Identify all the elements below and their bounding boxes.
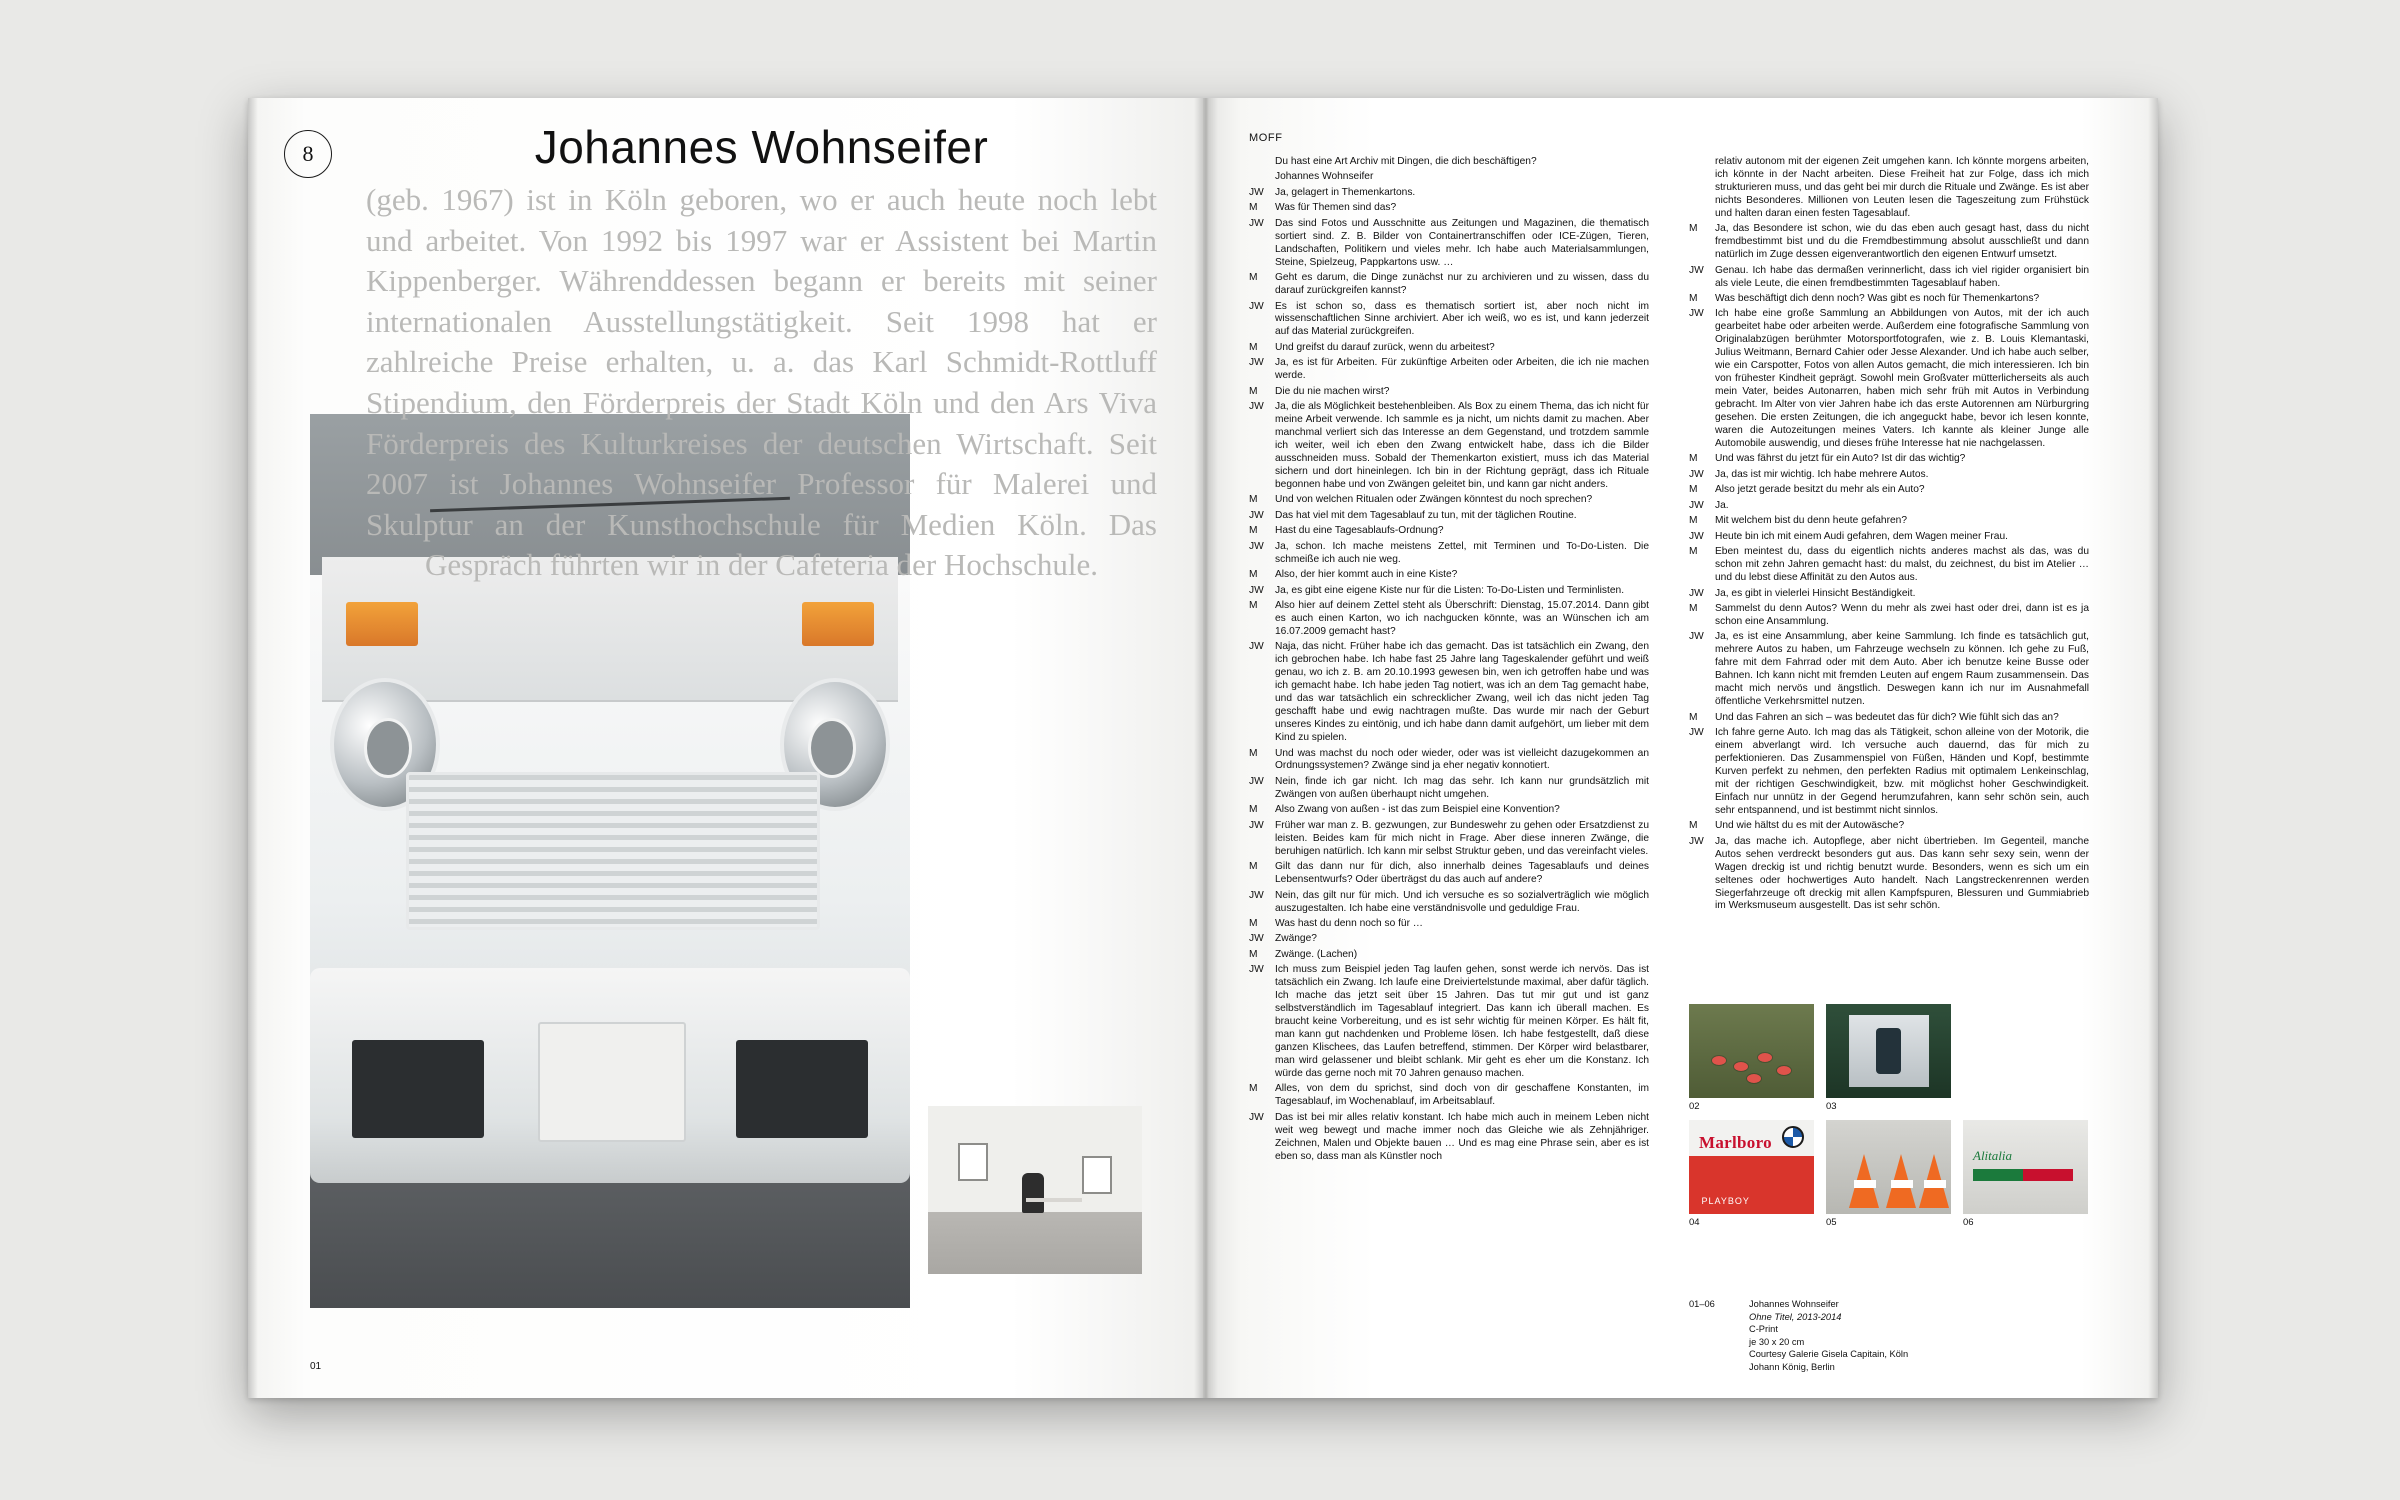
interview-text: Gilt das dann nur für dich, also innerhalb deines Tagesablaufs und deines Lebensentwurfs? Oder überträgst du das auch auf andere?: [1275, 861, 1649, 886]
interview-speaker: M: [1689, 484, 1698, 496]
interview-line: [1249, 748, 1649, 774]
credit-medium: C-Print: [1749, 1324, 1778, 1335]
right-page: [1203, 98, 2158, 1398]
interview-text: Was hast du denn noch so für …: [1275, 917, 1423, 929]
interview-speaker: M: [1689, 820, 1698, 832]
interview-speaker: JW: [1249, 819, 1264, 831]
credit-artist: Johannes Wohnseifer: [1749, 1299, 1839, 1309]
interview-line: [1249, 600, 1649, 639]
interview-speaker: M: [1249, 600, 1258, 612]
grid-number-04: 04: [1689, 1217, 1700, 1228]
interview-line: [1249, 820, 1649, 859]
interview-speaker: M: [1249, 1083, 1258, 1095]
interview-text: Die du nie machen wirst?: [1275, 385, 1390, 397]
interview-line: [1689, 727, 2089, 818]
interview-speaker: JW: [1249, 584, 1264, 596]
interview-speaker: M: [1249, 202, 1258, 214]
interview-speaker: M: [1689, 293, 1698, 305]
interview-speaker: JW: [1249, 509, 1264, 521]
interview-speaker: JW: [1249, 357, 1264, 369]
artist-bio-text: (geb. 1967) ist in Köln geboren, wo er auch heute noch lebt und arbeitet. Von 1992 bis 1997 war er Assistent bei Martin Kippenberger. Währenddessen begann er bereits mit seiner internationalen Ausstellungstätigkeit. Seit 1998 hat er zahlreiche Preise erhalten, u. a. das Karl Schmidt-Rottluff Stipendium, den Förderpreis der Stadt Köln und den Ars Viva Förderpreis des Kulturkreises der deutschen Wirtschaft. Seit 2007 ist Johannes Wohnseifer Professor für Malerei und Skulptur an der Kunsthochschule für Medien Köln. Das Gespräch führten wir in der Cafeteria der Hochschule.: [366, 182, 1157, 583]
interview-text: Johannes Wohnseifer: [1275, 171, 1374, 183]
interview-line: [1689, 515, 2089, 528]
book-spread: [248, 98, 2158, 1398]
interview-text: Was beschäftigt dich denn noch? Was gibt es noch für Themenkartons?: [1715, 293, 2040, 305]
credit-work-title: Ohne Titel, 2013-2014: [1749, 1311, 1842, 1322]
interview-speaker: M: [1249, 804, 1258, 816]
interview-text: Ich muss zum Beispiel jeden Tag laufen gehen, sonst werde ich nervös. Das ist tatsächlich ein Zwang. Ich laufe eine Dreiviertelstunde maximal, aber dafür täglich. Ich mache das jetzt seit über 15 Jahren. Das tut mir gut und ist ganz selbstverständlich im Tagesablauf integriert. Das kann ich überall machen. Es braucht keine Vorbereitung, und es ist sehr wichtig für meinen Körper. Es hält fit, man kann gut nachdenken und Probleme lösen. Ich habe festgestellt, daß diese ganzen Klischees, das Laufen betreffend, stimmen. Der Körper wird belastbarer, man wird gelassener und bleibt schlank. Mir geht es eher um die Konstanz. Ich würde das gerne noch mit 70 Jahren genauso machen.: [1275, 964, 1649, 1079]
interview-text: Ja, die als Möglichkeit bestehenbleiben. Als Box zu einem Thema, das ich nicht für meine Arbeit verwende. Ich sammle es ja nicht, um nichts damit zu machen. Aber manchmal verliert sich das Interesse an dem Gegenstand, und trotzdem sammle ich weiter, weil ich eben den Zwang entwickelt habe, dass ich die Bilder ausschneiden muss. Sobald der Themenkarton existiert, muss ich das Material sichern und dort hineinlegen. Ich bin in der Richtung geprägt, dass ich Rituale begonnen habe und von Zwängen geleitet bin, und kann gar nicht anders.: [1275, 401, 1649, 490]
interview-line: [1689, 631, 2089, 709]
interview-text: Ja, das Besondere ist schon, wie du das eben auch gesagt hast, dass du nicht fremdbestimmt bist und du die Fremdbestimmung absolut ausschließt und dann natürlich im Zuge dessen eigenverantwortlich den eigenen Entwurf umsetzt.: [1715, 223, 2089, 261]
page-edge-shadow-left: [248, 98, 258, 1398]
page-number: 8: [284, 130, 332, 178]
interview-text: Naja, das nicht. Früher habe ich das gemacht. Das ist tatsächlich ein Zwang, den ich gebrochen habe. Ich habe fast 25 Jahre lang Tageskalender geführt und weiß genau, wo ich z. B. am 20.10.1993 gewesen bin, wen ich getroffen habe und was ich gemacht habe. Ich habe jeden Tag notiert, was ich an dem Tag gemacht habe, und das war tatsächlich ein schrecklicher Zwang, weil ich das nicht jeden Tag geschafft habe und ewig nachtragen mußte. Das wurde mir nach der Geburt unseres Kindes zu eintönig, und ich habe dann damit aufgehört, um lieber mit dem Kind zu spielen.: [1275, 641, 1649, 744]
interview-line: [1249, 890, 1649, 916]
secondary-photo-studio: [928, 1106, 1142, 1274]
interview-speaker: M: [1689, 711, 1698, 723]
interview-speaker: M: [1689, 453, 1698, 465]
interview-line: [1689, 265, 2089, 291]
interview-speaker: JW: [1689, 587, 1704, 599]
interview-text: Du hast eine Art Archiv mit Dingen, die dich beschäftigen?: [1275, 156, 1537, 167]
grid-item-03: [1826, 1004, 1951, 1112]
interview-line: [1249, 218, 1649, 270]
interview-text: Ja, das ist mir wichtig. Ich habe mehrere Autos.: [1715, 468, 1929, 480]
interview-line: [1249, 301, 1649, 340]
credit-index: 01–06: [1689, 1299, 1715, 1309]
interview-text: Ja, es gibt in vielerlei Hinsicht Beständigkeit.: [1715, 587, 1916, 599]
interview-line: [1249, 933, 1649, 946]
interview-text: relativ autonom mit der eigenen Zeit umgehen kann. Ich könnte morgens arbeiten, ich könnte in der Nacht arbeiten. Diese Freiheit hat zur Folge, dass ich mich strukturieren muss, und das geht bei mir durch die Rituale und Zwänge. Es ist aber nichts Besonderes. Millionen von Leuten lesen die Tageszeitung zum Frühstück und halten daran einen festen Tagesablauf.: [1715, 156, 2089, 219]
credit-courtesy-1: Courtesy Galerie Gisela Capitain, Köln: [1749, 1349, 1909, 1360]
interview-text: Alles, von dem du sprichst, sind doch von dir geschaffene Konstanten, im Tagesablauf, im Wochenablauf, im Arbeitsablauf.: [1275, 1083, 1649, 1108]
interview-line: [1689, 712, 2089, 725]
title-block: [360, 120, 1163, 586]
interview-line: [1249, 861, 1649, 887]
credit-meta: [1749, 1298, 1908, 1373]
interview-line: [1249, 386, 1649, 399]
interview-line: [1689, 588, 2089, 601]
interview-text: Ja, es gibt eine eigene Kiste nur für die Listen: To-Do-Listen und Terminlisten.: [1275, 584, 1625, 596]
photo-traffic-cones: [1826, 1120, 1951, 1214]
interview-speaker: JW: [1249, 1111, 1264, 1123]
interview-line: [1249, 776, 1649, 802]
credit-dimensions: je 30 x 20 cm: [1749, 1336, 1805, 1347]
grid-item-04: [1689, 1120, 1814, 1228]
interview-text: Und das Fahren an sich – was bedeutet das für dich? Wie fühlt sich das an?: [1715, 711, 2059, 723]
interview-text: Nein, finde ich gar nicht. Ich mag das sehr. Ich kann nur grundsätzlich mit Zwängen von außen überhaupt nicht umgehen.: [1275, 775, 1649, 800]
interview-speaker: JW: [1689, 499, 1704, 511]
grid-number-03: 03: [1826, 1101, 1837, 1112]
interview-line: [1249, 156, 1649, 169]
grid-number-02: 02: [1689, 1101, 1700, 1112]
interview-text: Heute bin ich mit einem Audi gefahren, dem Wagen meiner Frau.: [1715, 530, 2008, 542]
image-credits: [1689, 1298, 2089, 1373]
interview-line: [1689, 308, 2089, 450]
interview-speaker: M: [1689, 546, 1698, 558]
interview-line: [1249, 541, 1649, 567]
interview-text: Und von welchen Ritualen oder Zwängen könntest du noch sprechen?: [1275, 494, 1593, 506]
interview-line: [1249, 964, 1649, 1081]
grid-number-05: 05: [1826, 1217, 1837, 1228]
interview-speaker: M: [1689, 603, 1698, 614]
interview-line: [1249, 641, 1649, 745]
interview-line: [1249, 357, 1649, 383]
interview-text: Zwänge?: [1275, 933, 1317, 945]
interview-line: [1689, 484, 2089, 497]
interview-line: [1249, 1083, 1649, 1109]
interview-text: Das ist bei mir alles relativ konstant. Ich habe mich auch in meinem Leben nicht weit weg bewegt und mache immer noch das Gleiche wie als Zehnjähriger. Zeichnen, Malen und Objekte bauen … Und es mag eine Phrase sein, aber es ist eben so, dass man als Künstler noch: [1275, 1111, 1649, 1162]
interview-speaker: M: [1249, 747, 1258, 759]
interview-line: [1689, 820, 2089, 833]
interview-speaker: M: [1249, 494, 1258, 506]
interview-speaker: JW: [1249, 401, 1264, 413]
interview-speaker: JW: [1249, 933, 1264, 945]
photo-marlboro-bmw: Marlboro PLAYBOY: [1689, 1120, 1814, 1214]
interview-speaker: M: [1249, 569, 1258, 581]
interview-speaker: [1249, 171, 1275, 184]
interview-line: [1249, 342, 1649, 355]
interview-text: Eben meintest du, dass du eigentlich nichts anderes machst als das, was du schon mit zehn Jahren gemacht hast: du malst, du zeichnest, du bist im Atelier … und du lebst diese Affinität zu den Autos aus.: [1715, 546, 2089, 584]
interview-line: [1249, 187, 1649, 200]
interview-text: Sammelst du denn Autos? Wenn du mehr als zwei hast oder drei, dann ist es ja schon eine Ansammlung.: [1715, 603, 2089, 627]
interview-line: [1689, 293, 2089, 306]
interview-text: Ja, schon. Ich mache meistens Zettel, mit Terminen und To-Do-Listen. Die schmeiße ich auch nie weg.: [1275, 540, 1649, 565]
interview-speaker: M: [1689, 515, 1698, 527]
interview-text: Ja, gelagert in Themenkartons.: [1275, 186, 1416, 198]
interview-speaker: M: [1249, 861, 1258, 873]
interview-line: [1249, 1112, 1649, 1164]
interview-line: [1249, 918, 1649, 931]
interview-text: Also, der hier kommt auch in eine Kiste?: [1275, 569, 1458, 581]
running-head: MOFF: [1249, 132, 1283, 144]
image-grid-row: [1689, 1120, 2089, 1228]
interview-speaker: JW: [1249, 540, 1264, 552]
interview-line: [1249, 401, 1649, 492]
grid-item-05: [1826, 1120, 1951, 1228]
interview-column-2: [1689, 156, 2089, 916]
interview-speaker: M: [1249, 525, 1258, 537]
interview-text: Mit welchem bist du denn heute gefahren?: [1715, 515, 1907, 527]
figure-caption-01: 01: [310, 1361, 322, 1372]
interview-text: Nein, das gilt nur für mich. Und ich versuche es so sozialverträglich wie möglich auszugestalten. Ich habe eine verständnisvolle und geduldige Frau.: [1275, 889, 1649, 914]
interview-text: Es ist schon so, dass es thematisch sortiert ist, aber noch nicht im wissenschaftlichen Sinne archiviert. Aber ich weiß, wo es ist, und kann jederzeit auf das Material zurückgreifen.: [1275, 300, 1649, 338]
interview-text: Genau. Ich habe das dermaßen verinnerlicht, dass ich viel rigider organisiert bin als viele Leute, die einen fremdbestimmten Tagesablauf haben.: [1715, 264, 2089, 289]
interview-text: Früher war man z. B. gezwungen, zur Bundeswehr zu gehen oder Ersatzdienst zu leisten. Beides kam für mich nicht in Frage. Aber diese inneren Zwänge, die beruhigen natürlich. Ich kann mir selbst Struktur geben, und das vereinfacht vieles.: [1275, 819, 1649, 857]
grid-item-06: [1963, 1120, 2088, 1228]
interview-text: Ja, es ist eine Ansammlung, aber keine Sammlung. Ich finde es tatsächlich gut, mehrere Autos zu haben, um Fahrzeuge wechseln zu können. Ich gehe zu Fuß, fahre mit dem Fahrrad oder mit dem Auto. Aber ich benutze keine Busse oder Bahnen. Ich kann nicht mit fremden Leuten auf engem Raum zusammensein. Das macht mich nervös und ängstlich. Deswegen kann ich nur im Ausnahmefall öffentliche Verkehrsmittel nutzen.: [1715, 631, 2089, 708]
interview-speaker: JW: [1249, 964, 1264, 976]
interview-text: Zwänge. (Lachen): [1275, 948, 1358, 960]
interview-text: Ja, das mache ich. Autopflege, aber nicht übertrieben. Im Gegenteil, manche Autos sehen verdreckt besonders gut aus. Das kann sehr sexy sein, wenn der Wagen dreckig ist und richtig benutzt wurde. Besonders, wenn es sich um ein seltenes oder hochwertiges Auto handelt. Nach Langstreckenrennen werden Siegerfahrzeuge oft dreckig mit allen Kampfspuren, Blessuren und Gummiabrieb im Werksmuseum ausgestellt. Das ist sehr schön.: [1715, 835, 2089, 912]
interview-line: [1249, 525, 1649, 538]
interview-text: Geht es darum, die Dinge zunächst nur zu archivieren und zu wissen, dass du darauf zurückgreifen kannst?: [1275, 272, 1649, 297]
interview-line: [1249, 804, 1649, 817]
interview-speaker: M: [1249, 272, 1258, 284]
interview-speaker: M: [1249, 341, 1258, 353]
interview-text: Also Zwang von außen - ist das zum Beispiel eine Konvention?: [1275, 804, 1560, 816]
interview-speaker: M: [1689, 223, 1698, 235]
interview-speaker: JW: [1249, 300, 1264, 312]
interview-line: [1249, 202, 1649, 215]
interview-text: Und wie hältst du es mit der Autowäsche?: [1715, 820, 1905, 832]
interview-line: [1689, 836, 2089, 914]
interview-speaker: M: [1249, 917, 1258, 929]
interview-line: [1249, 171, 1649, 184]
interview-text: Und was fährst du jetzt für ein Auto? Ist dir das wichtig?: [1715, 453, 1966, 465]
interview-speaker: JW: [1689, 264, 1704, 276]
left-page: [248, 98, 1203, 1398]
page-title: Johannes Wohnseifer: [534, 121, 989, 173]
photo-alitalia: Alitalia: [1963, 1120, 2088, 1214]
interview-text: Ich habe eine große Sammlung an Abbildungen von Autos, mit der ich auch gearbeitet habe oder arbeiten werde. Außerdem eine fotografische Sammlung von Originalabzügen berühmter Motorsportfotografen, wie z. B. Louis Klemantaski, Julius Weitmann, Bernard Cahier oder Jesse Alexander. Und ich habe auch selber, wie ein Carspotter, Fotos von allen Autos gemacht, die mich interessieren. Ich bin von frühester Kindheit geprägt. Sowohl mein Großvater mütterlicherseits als auch mein Vater, beides Autonarren, haben mich sehr früh mit Autos in Verbindung gebracht. Im Alter von vier Jahren habe ich das erste Autorennen am Nürburgring gesehen. Die ersten Zeitungen, die ich angeguckt habe, bevor ich lesen konnte, waren die Autozeitungen meines Vaters. Ich kannte als kleiner Junge alle Automobile auswendig, und dieses frühe Interesse hat nie nachgelassen.: [1715, 308, 2089, 450]
interview-speaker: JW: [1249, 889, 1264, 901]
interview-text: Was für Themen sind das?: [1275, 202, 1397, 214]
image-grid-row: [1689, 1004, 2089, 1112]
interview-text: Ja, es ist für Arbeiten. Für zukünftige Arbeiten oder Arbeiten, die ich nie machen werde.: [1275, 357, 1649, 382]
credit-courtesy-2: Johann König, Berlin: [1749, 1361, 1835, 1372]
interview-line: [1689, 156, 2089, 221]
room-illustration: [928, 1106, 1142, 1274]
interview-line: [1689, 469, 2089, 482]
interview-speaker: M: [1249, 385, 1258, 397]
interview-speaker: JW: [1689, 835, 1704, 847]
interview-speaker: JW: [1689, 308, 1704, 320]
interview-line: [1249, 272, 1649, 298]
interview-speaker: JW: [1249, 775, 1264, 787]
interview-line: [1249, 949, 1649, 962]
grid-number-06: 06: [1963, 1217, 1974, 1228]
image-grid: [1689, 1004, 2089, 1232]
interview-text: Und greifst du darauf zurück, wenn du arbeitest?: [1275, 341, 1495, 353]
interview-text: Hast du eine Tagesablaufs-Ordnung?: [1275, 525, 1444, 537]
interview-speaker: [1249, 156, 1275, 169]
photo-poster-frame: [1826, 1004, 1951, 1098]
interview-line: [1689, 223, 2089, 262]
interview-speaker: JW: [1689, 727, 1704, 739]
interview-line: [1249, 494, 1649, 507]
interview-text: Also hier auf deinem Zettel steht als Überschrift: Dienstag, 15.07.2014. Dann gibt es auch einen Karton, wo ich nachgucken könnte, was an Wünschen ich am 16.07.2009 gemacht hast?: [1275, 600, 1649, 637]
interview-speaker: M: [1249, 948, 1258, 960]
interview-column-1: [1249, 156, 1649, 1166]
interview-text: Und was machst du noch oder wieder, oder was ist vielleicht dazugekommen an Ordnungssystemen? Zwänge sind ja eher negativ konnotiert.: [1275, 747, 1649, 772]
interview-line: [1249, 585, 1649, 598]
interview-speaker: JW: [1249, 186, 1264, 198]
grid-item-02: [1689, 1004, 1814, 1112]
interview-speaker: JW: [1689, 530, 1704, 542]
interview-line: [1689, 500, 2089, 513]
interview-text: Das hat viel mit dem Tagesablauf zu tun, mit der täglichen Routine.: [1275, 509, 1577, 521]
interview-line: [1689, 453, 2089, 466]
interview-line: [1689, 531, 2089, 544]
interview-speaker: JW: [1249, 641, 1264, 653]
photo-pills-grass: [1689, 1004, 1814, 1098]
interview-line: [1689, 546, 2089, 585]
interview-text: Das sind Fotos und Ausschnitte aus Zeitungen und Magazinen, die thematisch sortiert sind. Z. B. Bilder von Containertranschiffen oder ICE-Zügen, Tieren, Landschaften, Politikern und vieles mehr. Ich habe auch Materialsammlungen, Steine, Spielzeug, Pappkartons usw. …: [1275, 217, 1649, 268]
interview-line: [1689, 603, 2089, 629]
interview-text: Also jetzt gerade besitzt du mehr als ein Auto?: [1715, 484, 1925, 496]
interview-speaker: [1689, 156, 1715, 221]
interview-speaker: JW: [1689, 468, 1704, 480]
interview-line: [1249, 569, 1649, 582]
interview-text: Ja.: [1715, 499, 1729, 511]
interview-line: [1249, 510, 1649, 523]
interview-text: Ich fahre gerne Auto. Ich mag das als Tätigkeit, schon alleine von der Motorik, die einem abverlangt wird. Ich versuche auch dauernd, das für mich zu perfektionieren. Das Zusammenspiel von Füßen, Händen und Kopf, bestimmte Kurven perfekt zu nehmen, den perfekten Radius mit optimalem Lenkeinschlag, mit der richtigen Geschwindigkeit, bzw. mit möglichst hoher Geschwindigkeit. Einfach nur unnütz in der Gegend herumzufahren, kann sehr schön sein, auch sehr entspannend, und ist bestimmt nicht sinnlos.: [1715, 727, 2089, 816]
interview-speaker: JW: [1689, 631, 1704, 643]
interview-speaker: JW: [1249, 217, 1264, 229]
